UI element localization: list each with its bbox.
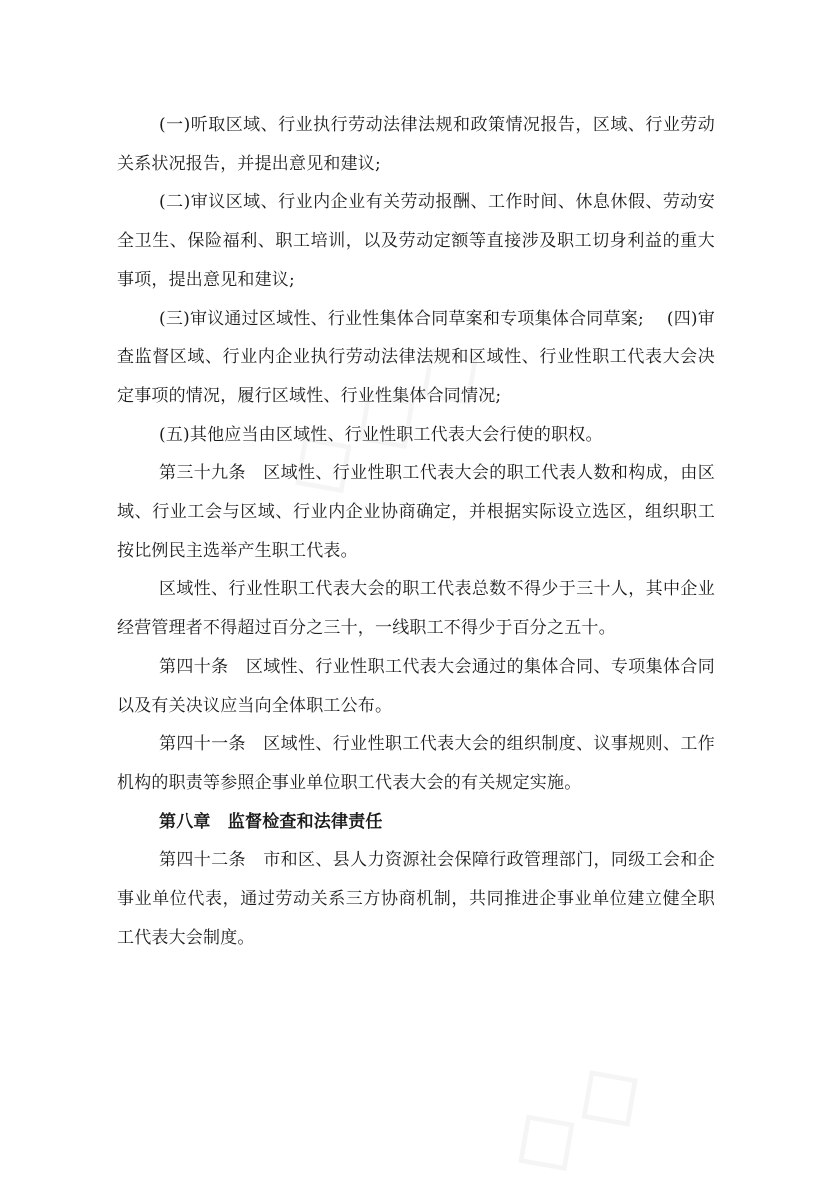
article-41: 第四十一条 区域性、行业性职工代表大会的组织制度、议事规则、工作机构的职责等参照企事业单位职工代表大会的有关规定实施。 [117, 734, 715, 793]
document-body [117, 106, 715, 957]
article-42: 第四十二条 市和区、县人力资源社会保障行政管理部门，同级工会和企事业单位代表，通过劳动关系三方协商机制，共同推进企事业单位建立健全职工代表大会制度。 [117, 850, 715, 948]
chapter-heading: 第八章 监督检查和法律责任 [159, 811, 383, 832]
paragraph-item-2: (二)审议区域、行业内企业有关劳动报酬、工作时间、休息休假、劳动安全卫生、保险福利、职工培训，以及劳动定额等直接涉及职工切身利益的重大事项，提出意见和建议; [117, 192, 715, 290]
paragraph-item-5: (五)其他应当由区域性、行业性职工代表大会行使的职权。 [159, 424, 603, 445]
article-39-paragraph-2: 区域性、行业性职工代表大会的职工代表总数不得少于三十人，其中企业经营管理者不得超过百分之三十，一线职工不得少于百分之五十。 [117, 579, 715, 639]
article-39: 第三十九条 区域性、行业性职工代表大会的职工代表人数和构成，由区域、行业工会与区域、行业内企业协商确定，并根据实际设立选区，组织职工按比例民主选举产生职工代表。 [117, 463, 715, 561]
paragraph-item-1: (一)听取区域、行业执行劳动法律法规和政策情况报告，区域、行业劳动关系状况报告，并提出意见和建议; [117, 115, 715, 174]
paragraph-item-3-4: (三)审议通过区域性、行业性集体合同草案和专项集体合同草案; (四)审查监督区域、行业内企业执行劳动法律法规和区域性、行业性职工代表大会决定事项的情况，履行区域性、行业性集体合同情况; [117, 308, 715, 406]
article-40: 第四十条 区域性、行业性职工代表大会通过的集体合同、专项集体合同以及有关决议应当向全体职工公布。 [117, 656, 715, 716]
